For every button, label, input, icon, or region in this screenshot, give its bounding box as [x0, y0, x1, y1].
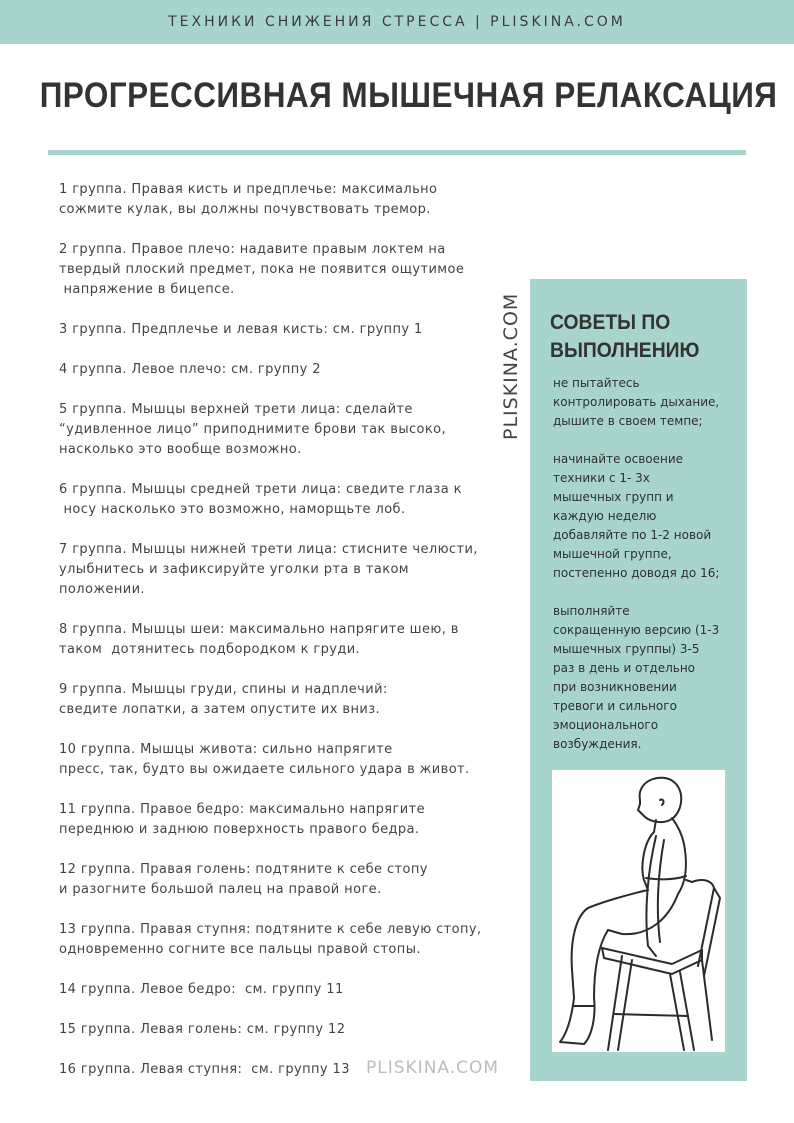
- tip-line: мышечных группы) 3-5: [553, 642, 700, 656]
- muscle-group-line: положении.: [59, 582, 145, 597]
- muscle-group-line: “удивленное лицо” приподнимите брови так высоко,: [59, 422, 447, 437]
- page-title: ПРОГРЕССИВНАЯ МЫШЕЧНАЯ РЕЛАКСАЦИЯ: [39, 76, 778, 115]
- header-banner-text: ТЕХНИКИ СНИЖЕНИЯ СТРЕССА | PLISKINA.COM: [168, 14, 626, 30]
- muscle-group-line: 11 группа. Правое бедро: максимально напрягите: [59, 802, 425, 817]
- tip-line: сокращенную версию (1-3: [553, 623, 720, 637]
- tip-line: мышечных групп и: [553, 490, 674, 504]
- tip-line: мышечной группе,: [553, 547, 672, 561]
- tips-list: [553, 374, 743, 773]
- muscle-group-line: 8 группа. Мышцы шеи: максимально напрягите шею, в: [59, 622, 459, 637]
- muscle-group-item: [59, 800, 499, 840]
- title-divider: [48, 150, 746, 155]
- muscle-group-line: таком дотянитесь подбородком к груди.: [59, 642, 361, 657]
- muscle-group-item: [59, 540, 499, 600]
- muscle-group-item: [59, 740, 499, 780]
- footer-brand-text: PLISKINA.COM: [366, 1058, 500, 1078]
- muscle-group-item: [59, 920, 499, 960]
- seated-person-on-chair-icon: [552, 770, 725, 1052]
- header-banner: [0, 0, 794, 44]
- tip-line: выполняйте: [553, 604, 630, 618]
- muscle-group-item: [59, 680, 499, 720]
- tip-line: добавляйте по 1-2 новой: [553, 528, 712, 542]
- muscle-group-line: пресс, так, будто вы ожидаете сильного удара в живот.: [59, 762, 470, 777]
- muscle-group-item: [59, 240, 499, 300]
- tip-line: контролировать дыхание,: [553, 395, 720, 409]
- muscle-group-item: [59, 180, 499, 220]
- muscle-group-line: улыбнитесь и зафиксируйте уголки рта в таком: [59, 562, 410, 577]
- muscle-group-line: 14 группа. Левое бедро: см. группу 11: [59, 982, 344, 997]
- tip-item: [553, 602, 743, 754]
- muscle-group-line: 9 группа. Мышцы груди, спины и надплечий:: [59, 682, 388, 697]
- muscle-group-line: насколько это вообще возможно.: [59, 442, 302, 457]
- seated-person-illustration: [552, 770, 725, 1052]
- muscle-group-line: 15 группа. Левая голень: см. группу 12: [59, 1022, 346, 1037]
- tip-line: при возникновении: [553, 680, 677, 694]
- muscle-group-line: 10 группа. Мышцы живота: сильно напрягите: [59, 742, 393, 757]
- muscle-group-line: 3 группа. Предплечье и левая кисть: см. группу 1: [59, 322, 423, 337]
- muscle-group-item: [59, 620, 499, 660]
- tip-line: раз в день и отдельно: [553, 661, 696, 675]
- tips-heading-line: ВЫПОЛНЕНИЮ: [550, 339, 700, 362]
- tip-line: возбуждения.: [553, 737, 642, 751]
- muscle-group-line: носу насколько это возможно, наморщьте лоб.: [59, 502, 406, 517]
- muscle-group-item: [59, 1020, 499, 1040]
- muscle-group-line: 16 группа. Левая ступня: см. группу 13: [59, 1062, 350, 1077]
- muscle-group-line: 1 группа. Правая кисть и предплечье: максимально: [59, 182, 438, 197]
- tip-item: [553, 450, 743, 583]
- muscle-group-line: 12 группа. Правая голень: подтяните к себе стопу: [59, 862, 428, 877]
- muscle-group-line: одновременно согните все пальцы правой стопы.: [59, 942, 421, 957]
- muscle-group-item: [59, 360, 499, 380]
- muscle-group-line: 2 группа. Правое плечо: надавите правым локтем на: [59, 242, 446, 257]
- muscle-group-item: [59, 400, 499, 460]
- tip-line: каждую неделю: [553, 509, 657, 523]
- tip-line: техники с 1- 3х: [553, 471, 650, 485]
- tip-line: эмоционального: [553, 718, 659, 732]
- tip-line: тревоги и сильного: [553, 699, 677, 713]
- muscle-group-item: [59, 980, 499, 1000]
- muscle-group-line: 7 группа. Мышцы нижней трети лица: стисните челюсти,: [59, 542, 478, 557]
- muscle-group-line: твердый плоский предмет, пока не появится ощутимое: [59, 262, 465, 277]
- tips-heading: [550, 309, 725, 365]
- muscle-group-line: 13 группа. Правая ступня: подтяните к себе левую стопу,: [59, 922, 482, 937]
- muscle-group-line: сведите лопатки, а затем опустите их вниз.: [59, 702, 381, 717]
- muscle-group-line: 6 группа. Мышцы средней трети лица: сведите глаза к: [59, 482, 462, 497]
- muscle-group-line: и разогните большой палец на правой ноге.: [59, 882, 382, 897]
- muscle-group-item: [59, 320, 499, 340]
- side-brand-text: PLISKINA.COM: [500, 292, 522, 440]
- muscle-group-line: 5 группа. Мышцы верхней трети лица: сделайте: [59, 402, 413, 417]
- muscle-group-item: [59, 480, 499, 520]
- tips-heading-line: СОВЕТЫ ПО: [550, 311, 671, 334]
- muscle-group-line: напряжение в бицепсе.: [59, 282, 235, 297]
- tip-line: не пытайтесь: [553, 376, 640, 390]
- muscle-group-line: переднюю и заднюю поверхность правого бедра.: [59, 822, 420, 837]
- muscle-group-line: сожмите кулак, вы должны почувствовать тремор.: [59, 202, 431, 217]
- muscle-group-line: 4 группа. Левое плечо: см. группу 2: [59, 362, 321, 377]
- muscle-group-item: [59, 860, 499, 900]
- tip-line: начинайте освоение: [553, 452, 684, 466]
- tip-line: дышите в своем темпе;: [553, 414, 703, 428]
- tip-line: постепенно доводя до 16;: [553, 566, 720, 580]
- tip-item: [553, 374, 743, 431]
